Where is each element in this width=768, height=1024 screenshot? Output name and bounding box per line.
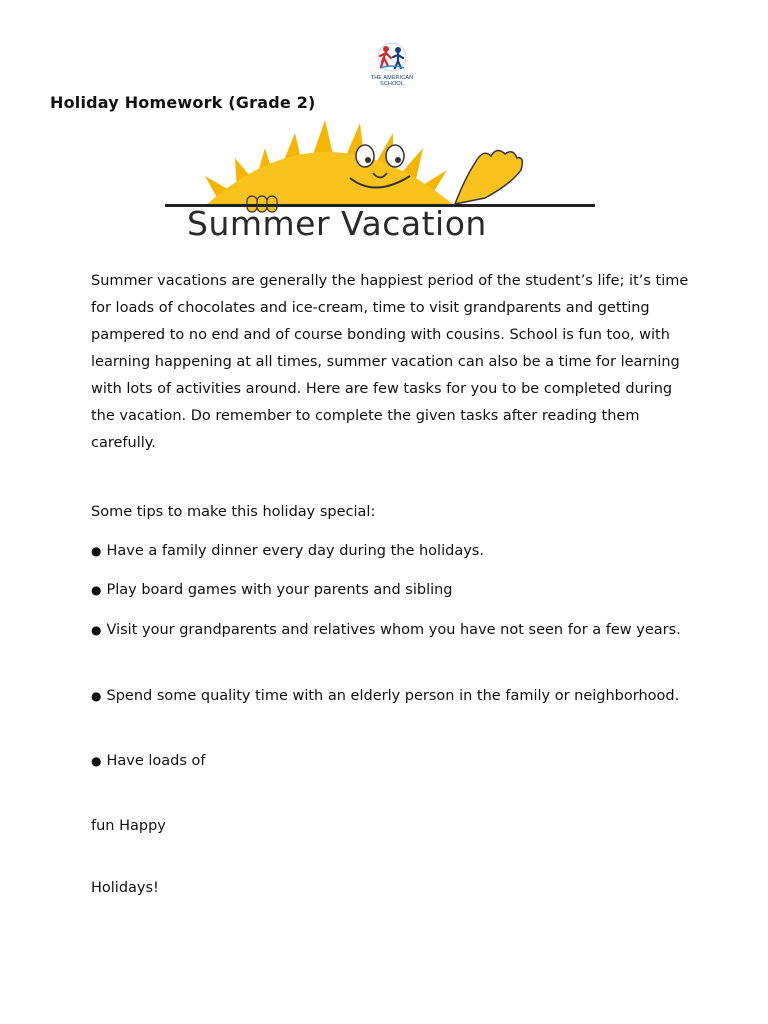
bullet-icon: ● [91, 689, 102, 703]
tip-item [91, 538, 691, 565]
tip-text: Spend some quality time with an elderly person in the family or neighborhood. [106, 688, 680, 704]
tip-text: Play board games with your parents and sibling [106, 582, 453, 598]
page-title: Holiday Homework (Grade 2) [50, 93, 316, 112]
bullet-icon: ● [91, 754, 102, 768]
closing-line-1: fun Happy [91, 818, 166, 834]
tip-text: Visit your grandparents and relatives whom you have not seen for a few years. [106, 622, 681, 638]
logo-line-1: THE AMERICAN [370, 75, 414, 81]
bullet-icon: ● [91, 544, 102, 558]
logo-line-2: SCHOOL [380, 81, 404, 87]
summer-vacation-banner [165, 118, 595, 258]
school-logo-text [362, 75, 422, 87]
intro-paragraph: Summer vacations are generally the happiest period of the student’s life; it’s time for loads of chocolates and ice-cream, time to visit grandparents and getting pampered to no end and of course bonding with cousins. School is fun too, with learning happening at all times, summer vacation can also be a time for learning with lots of activities around. Here are few tasks for you to be completed during the vacation. Do remember to complete the given tasks after reading them carefully. [91, 273, 689, 451]
banner-title: Summer Vacation [187, 204, 487, 243]
tips-heading: Some tips to make this holiday special: [91, 504, 376, 520]
school-logo-icon [362, 40, 422, 76]
bullet-icon: ● [91, 583, 102, 597]
school-logo [362, 40, 422, 100]
tip-text: Have a family dinner every day during the holidays. [106, 543, 484, 559]
tip-item [91, 748, 691, 775]
tip-item [91, 577, 691, 604]
closing-line-2: Holidays! [91, 880, 159, 896]
tip-text: Have loads of [106, 753, 206, 769]
tip-item [91, 617, 691, 644]
bullet-icon: ● [91, 623, 102, 637]
tip-item [91, 683, 691, 710]
